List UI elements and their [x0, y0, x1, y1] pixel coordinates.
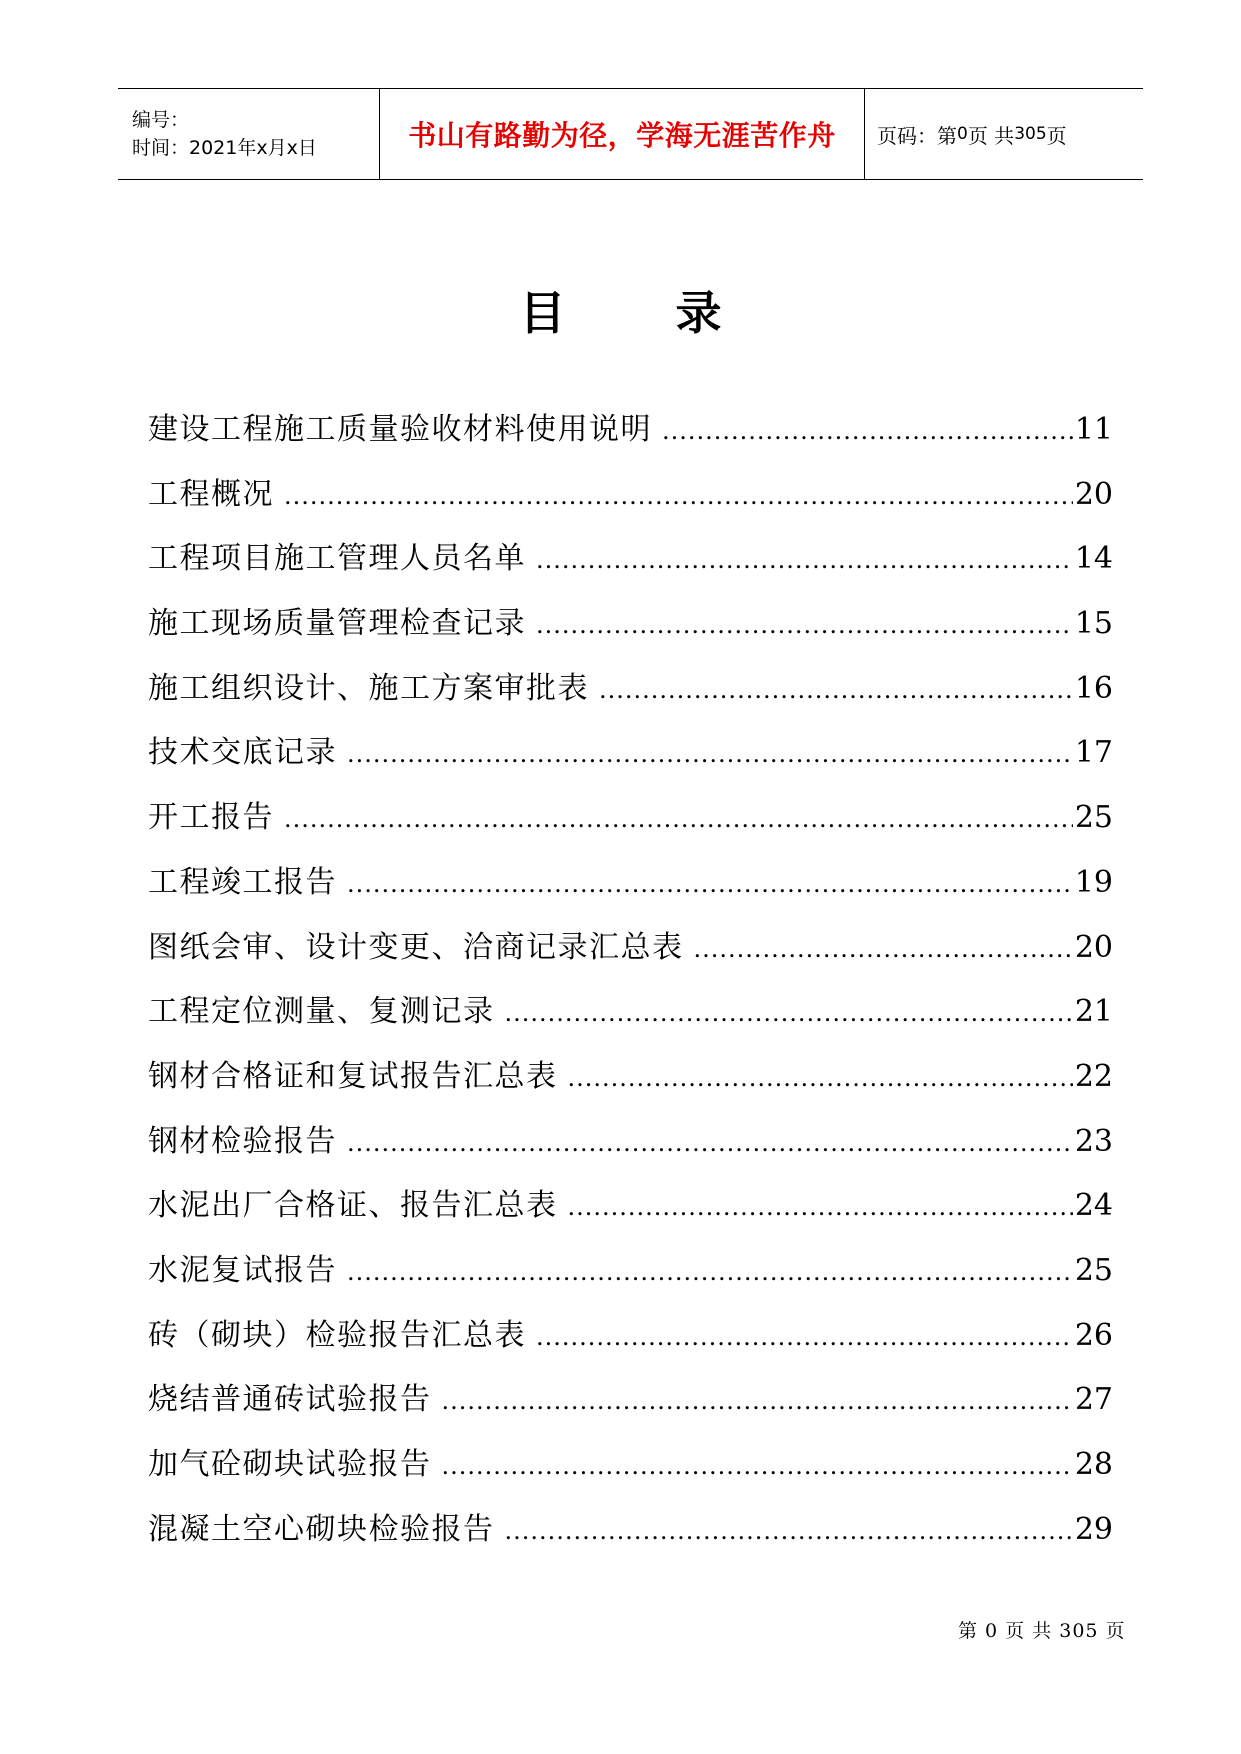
toc-entry-label: 钢材检验报告 — [148, 1123, 337, 1159]
toc-entry-label: 砖（砌块）检验报告汇总表 — [148, 1317, 526, 1353]
toc-entry[interactable] — [148, 1245, 1113, 1310]
toc-entry-page: 27 — [1074, 1382, 1113, 1418]
toc-dot-leader — [347, 870, 1073, 898]
toc-entry-label: 开工报告 — [148, 800, 274, 836]
toc-dot-leader — [662, 417, 1073, 445]
toc-entry[interactable] — [148, 1310, 1113, 1375]
toc-entry[interactable] — [148, 986, 1113, 1051]
toc-entry-page: 26 — [1074, 1317, 1113, 1353]
toc-dot-leader — [536, 611, 1073, 639]
toc-dot-leader — [505, 1517, 1073, 1545]
toc-dot-leader — [442, 1387, 1073, 1415]
toc-dot-leader — [536, 546, 1073, 574]
header-info-cell — [118, 89, 380, 179]
toc-entry[interactable] — [148, 1439, 1113, 1504]
toc-dot-leader — [568, 1064, 1073, 1092]
toc-entry-page: 23 — [1074, 1123, 1113, 1159]
document-header — [118, 88, 1143, 180]
toc-entry-label: 施工现场质量管理检查记录 — [148, 606, 526, 642]
toc-entry[interactable] — [148, 1116, 1113, 1181]
header-page-number: 0 — [957, 124, 968, 144]
toc-dot-leader — [442, 1452, 1073, 1480]
toc-entry[interactable] — [148, 1374, 1113, 1439]
page-footer: 第 0 页 共 305 页 — [958, 1620, 1126, 1642]
toc-entry-page: 24 — [1074, 1188, 1113, 1224]
page-title — [0, 277, 1241, 343]
toc-entry-page: 11 — [1074, 412, 1113, 447]
toc-entry-page: 19 — [1074, 864, 1113, 900]
toc-entry-label: 混凝土空心砌块检验报告 — [148, 1511, 495, 1547]
toc-entry[interactable] — [148, 533, 1113, 598]
toc-entry-label: 水泥出厂合格证、报告汇总表 — [148, 1188, 558, 1224]
toc-dot-leader — [347, 740, 1073, 768]
toc-entry-page: 25 — [1074, 800, 1113, 836]
toc-dot-leader — [347, 1258, 1073, 1286]
title-char-2: 录 — [675, 286, 722, 340]
toc-entry-label: 建设工程施工质量验收材料使用说明 — [148, 412, 652, 447]
toc-entry-label: 施工组织设计、施工方案审批表 — [148, 670, 589, 706]
toc-dot-leader — [568, 1193, 1073, 1221]
toc-entry-page: 15 — [1074, 606, 1113, 642]
toc-entry-label: 工程竣工报告 — [148, 864, 337, 900]
toc-dot-leader — [347, 1129, 1073, 1157]
toc-dot-leader — [284, 805, 1073, 833]
header-page-end: 页 — [1046, 123, 1067, 148]
toc-entry-page: 16 — [1074, 670, 1113, 706]
toc-entry-page: 29 — [1074, 1511, 1113, 1547]
toc-dot-leader — [694, 935, 1073, 963]
header-number-label: 编号： — [132, 109, 190, 131]
header-page-cell — [865, 89, 1143, 179]
table-of-contents — [148, 404, 1113, 1568]
toc-entry-label: 技术交底记录 — [148, 735, 337, 771]
header-page-total: 305 — [1014, 124, 1047, 144]
header-page-label: 页码：第 — [877, 123, 957, 148]
toc-entry[interactable] — [148, 1504, 1113, 1569]
toc-entry-page: 25 — [1074, 1252, 1113, 1288]
toc-entry[interactable] — [148, 404, 1113, 469]
toc-entry[interactable] — [148, 598, 1113, 663]
toc-entry-label: 钢材合格证和复试报告汇总表 — [148, 1058, 558, 1094]
toc-entry-page: 22 — [1074, 1058, 1113, 1094]
title-char-1: 目 — [519, 286, 566, 340]
header-motto: 书山有路勤为径，学海无涯苦作舟 — [380, 89, 865, 179]
toc-dot-leader — [505, 999, 1073, 1027]
header-time-label: 时间：2021年x月x日 — [132, 137, 317, 159]
toc-entry[interactable] — [148, 922, 1113, 987]
toc-entry-page: 21 — [1074, 994, 1113, 1030]
toc-entry[interactable] — [148, 792, 1113, 857]
toc-entry-page: 20 — [1074, 929, 1113, 965]
toc-entry-page: 20 — [1074, 476, 1113, 512]
toc-entry-page: 14 — [1074, 541, 1113, 577]
toc-entry-page: 28 — [1074, 1447, 1113, 1482]
toc-entry[interactable] — [148, 857, 1113, 922]
toc-entry-page: 17 — [1074, 735, 1113, 771]
toc-dot-leader — [284, 482, 1073, 510]
toc-entry-label: 加气砼砌块试验报告 — [148, 1447, 432, 1482]
toc-entry-label: 图纸会审、设计变更、洽商记录汇总表 — [148, 929, 684, 965]
toc-entry[interactable] — [148, 727, 1113, 792]
toc-entry[interactable] — [148, 1180, 1113, 1245]
toc-entry-label: 工程概况 — [148, 476, 274, 512]
toc-entry[interactable] — [148, 1051, 1113, 1116]
toc-entry-label: 工程定位测量、复测记录 — [148, 994, 495, 1030]
toc-dot-leader — [599, 676, 1073, 704]
toc-entry-label: 工程项目施工管理人员名单 — [148, 541, 526, 577]
toc-dot-leader — [536, 1323, 1073, 1351]
toc-entry[interactable] — [148, 469, 1113, 534]
header-page-mid: 页 共 — [967, 123, 1015, 148]
toc-entry[interactable] — [148, 663, 1113, 728]
toc-entry-label: 烧结普通砖试验报告 — [148, 1382, 432, 1418]
toc-entry-label: 水泥复试报告 — [148, 1252, 337, 1288]
